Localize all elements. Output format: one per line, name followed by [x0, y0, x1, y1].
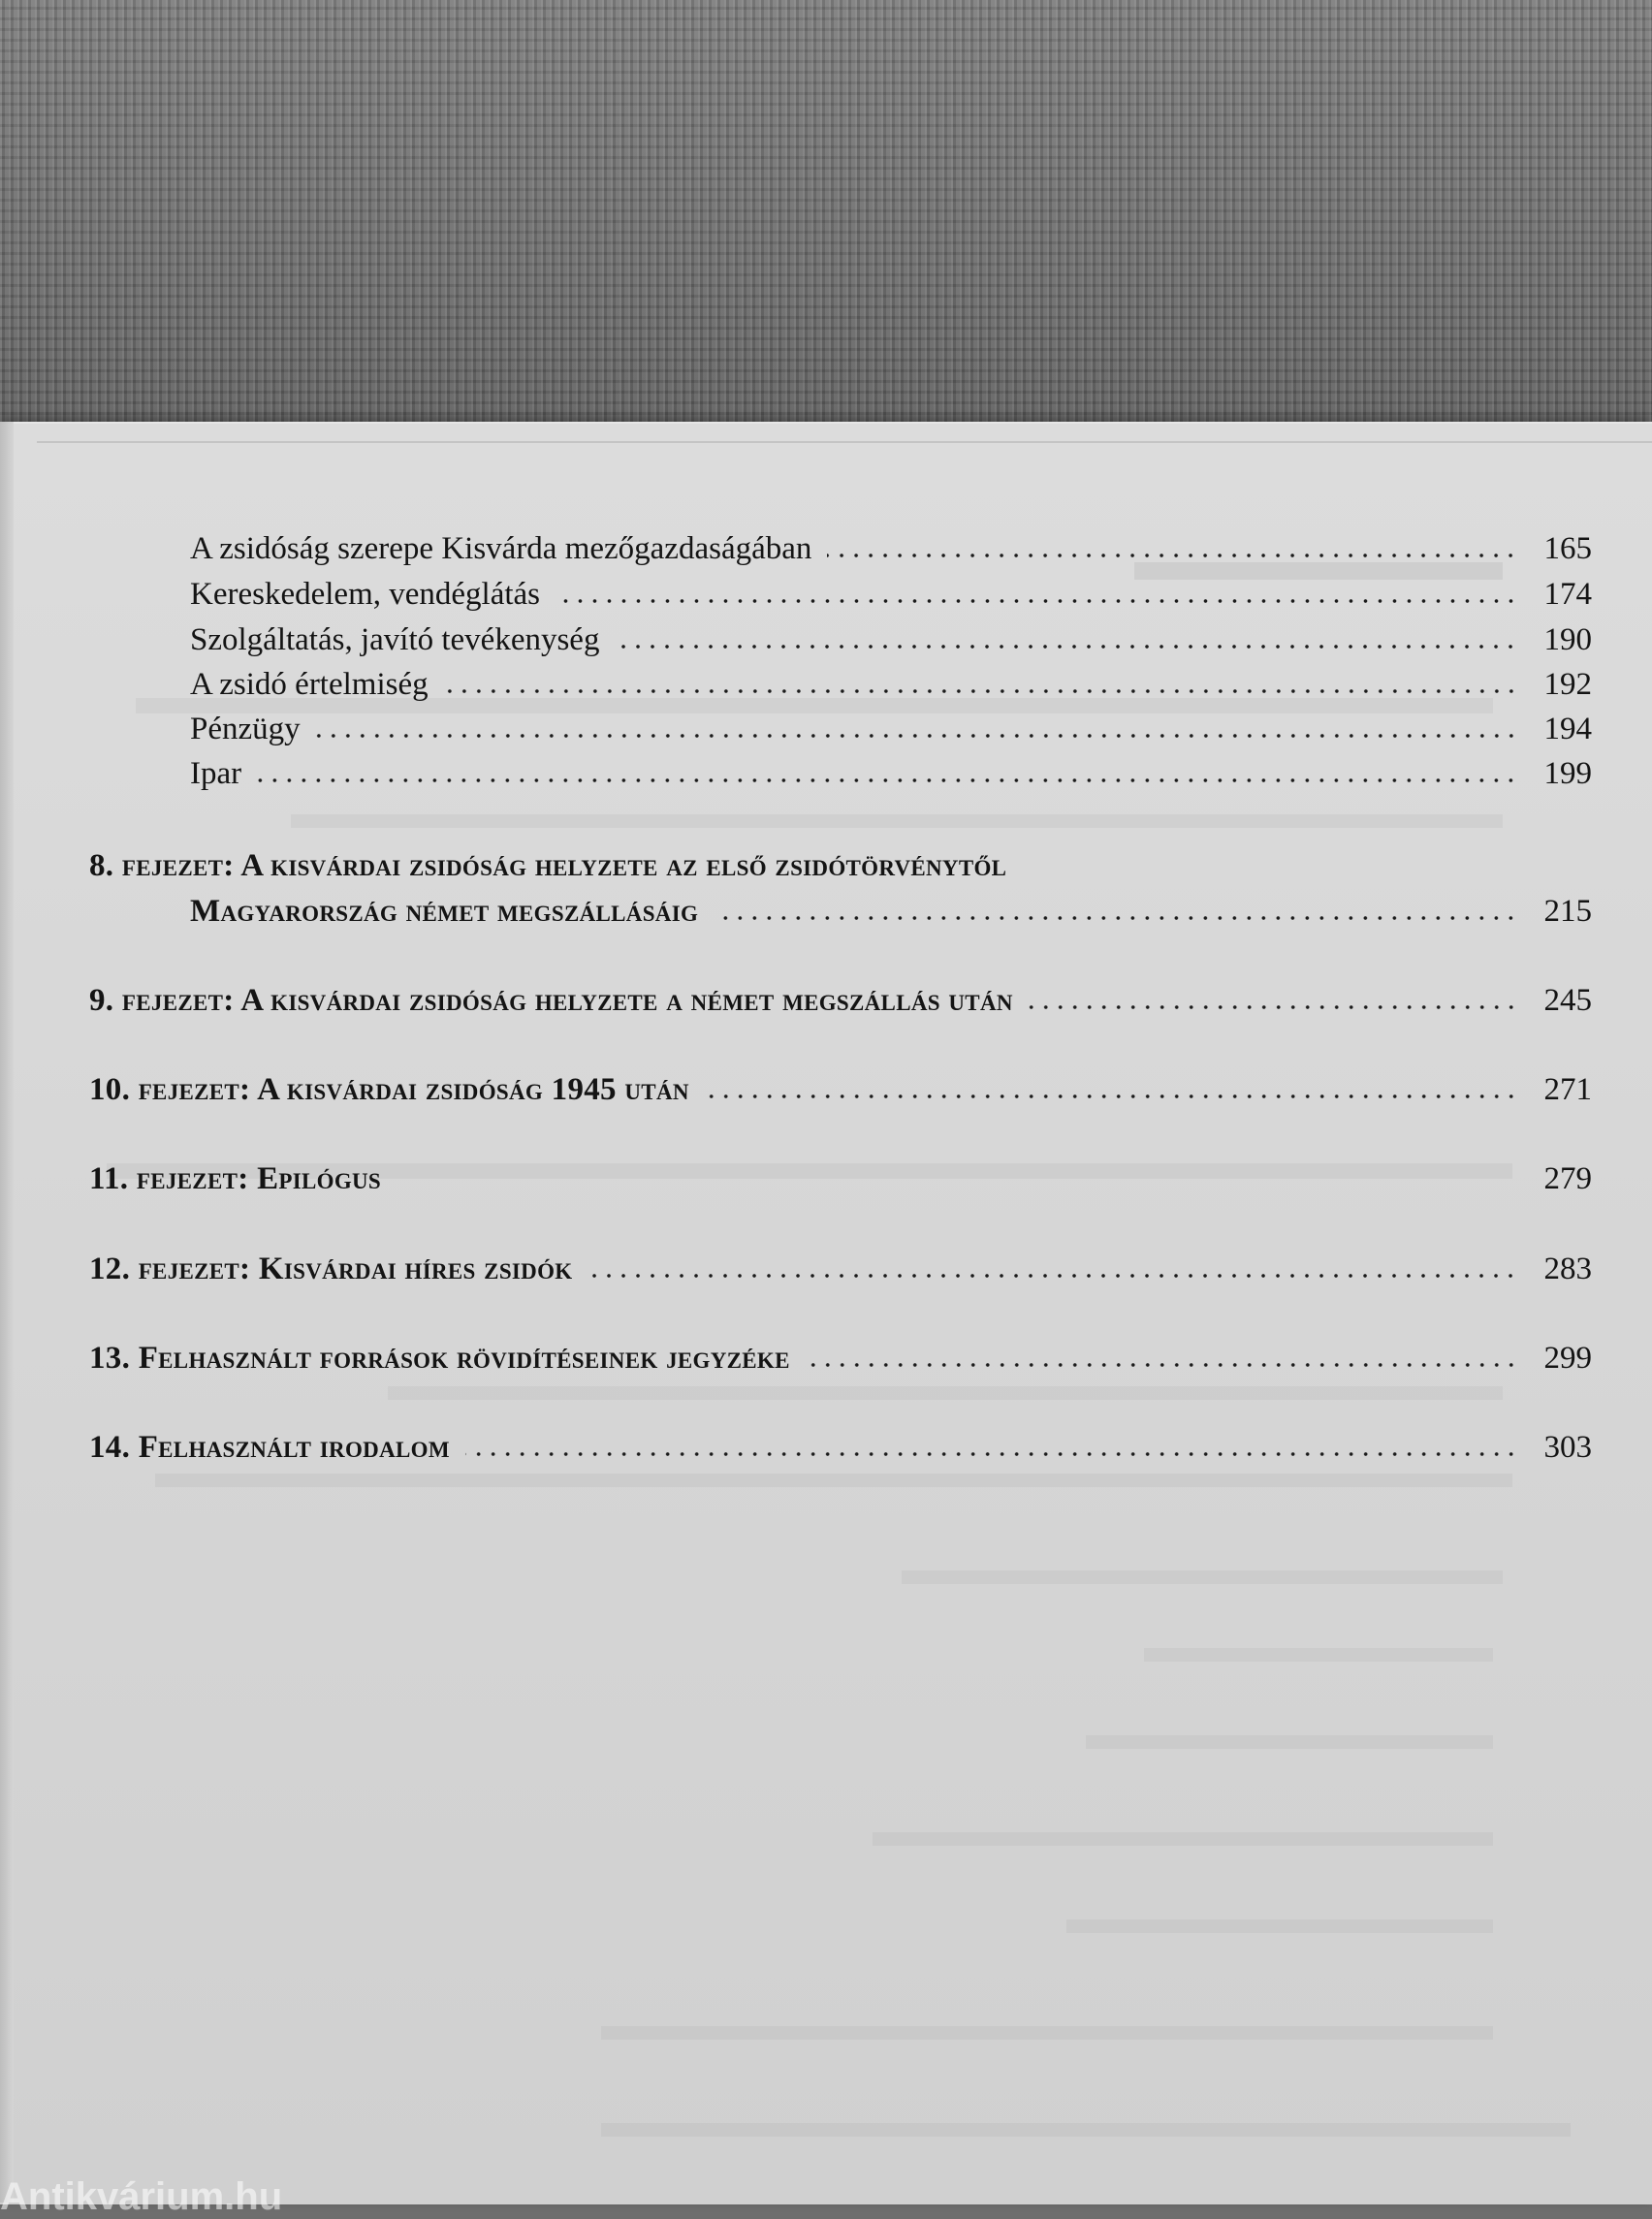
- toc-page-number: 279: [1543, 1161, 1592, 1196]
- toc-chapter-title-line[interactable]: 8. fejezet: A kisvárdai zsidóság helyzete az első zsidótörvénytől: [89, 848, 1007, 883]
- toc-section-row[interactable]: [190, 710, 1592, 748]
- toc-section-row[interactable]: [190, 575, 1592, 614]
- toc-page-number: 215: [1543, 894, 1592, 929]
- dot-leader: [444, 687, 1518, 695]
- toc-chapter-row[interactable]: [190, 892, 1592, 931]
- dot-leader: [465, 1450, 1518, 1458]
- toc-section-row[interactable]: [190, 754, 1592, 793]
- toc-chapter-row[interactable]: [89, 1250, 1592, 1288]
- toc-chapter-title: Magyarország német megszállásáig: [190, 894, 699, 929]
- toc-page-number: 165: [1543, 531, 1592, 566]
- toc-page-number: 245: [1543, 983, 1592, 1018]
- dot-leader: [1029, 1003, 1518, 1011]
- toc-section-row[interactable]: [190, 665, 1592, 704]
- dot-leader: [827, 552, 1518, 559]
- dot-leader: [257, 777, 1518, 784]
- toc-chapter-title: 13. Felhasznált források rövidítéseinek jegyzéke: [89, 1341, 790, 1376]
- toc-page-number: 192: [1543, 667, 1592, 702]
- toc-chapter-title: 11. fejezet: Epilógus: [89, 1161, 382, 1196]
- toc-page-number: 190: [1543, 622, 1592, 657]
- toc-chapter-title: 12. fejezet: Kisvárdai híres zsidók: [89, 1252, 573, 1286]
- toc-chapter-row[interactable]: [89, 981, 1592, 1020]
- toc-page-number: 283: [1543, 1252, 1592, 1286]
- toc-section-title: Kereskedelem, vendéglátás: [190, 577, 541, 612]
- toc-section-row[interactable]: [190, 529, 1592, 568]
- dot-leader: [705, 1093, 1518, 1100]
- toc-chapter-title: 10. fejezet: A kisvárdai zsidóság 1945 után: [89, 1072, 689, 1107]
- watermark: Antikvárium.hu: [0, 2175, 283, 2218]
- dot-leader: [316, 732, 1518, 740]
- toc-page-number: 299: [1543, 1341, 1592, 1376]
- toc-page-number: 303: [1543, 1430, 1592, 1465]
- toc-chapter-row[interactable]: [89, 1428, 1592, 1467]
- toc-section-title: Pénzügy: [190, 712, 301, 746]
- toc-section-row[interactable]: [190, 620, 1592, 659]
- dot-leader: [714, 914, 1518, 922]
- dot-leader: [806, 1361, 1518, 1369]
- toc-page-number: 194: [1543, 712, 1592, 746]
- toc-chapter-row[interactable]: [89, 1339, 1592, 1378]
- toc-chapter-title: 14. Felhasznált irodalom: [89, 1430, 450, 1465]
- dot-leader: [615, 643, 1518, 650]
- dot-leader: [588, 1272, 1518, 1280]
- toc-page-number: 271: [1543, 1072, 1592, 1107]
- toc-section-title: A zsidóság szerepe Kisvárda mezőgazdaságában: [190, 531, 812, 566]
- toc-chapter-row[interactable]: [89, 1070, 1592, 1109]
- toc-section-title: Szolgáltatás, javító tevékenység: [190, 622, 600, 657]
- toc-chapter-title: 9. fejezet: A kisvárdai zsidóság helyzete a német megszállás után: [89, 983, 1013, 1018]
- dot-leader: [556, 597, 1518, 605]
- toc-section-title: Ipar: [190, 756, 242, 791]
- toc-page-number: 174: [1543, 577, 1592, 612]
- toc-chapter-row[interactable]: [89, 1159, 1592, 1198]
- toc-section-title: A zsidó értelmiség: [190, 667, 429, 702]
- toc-page-number: 199: [1543, 756, 1592, 791]
